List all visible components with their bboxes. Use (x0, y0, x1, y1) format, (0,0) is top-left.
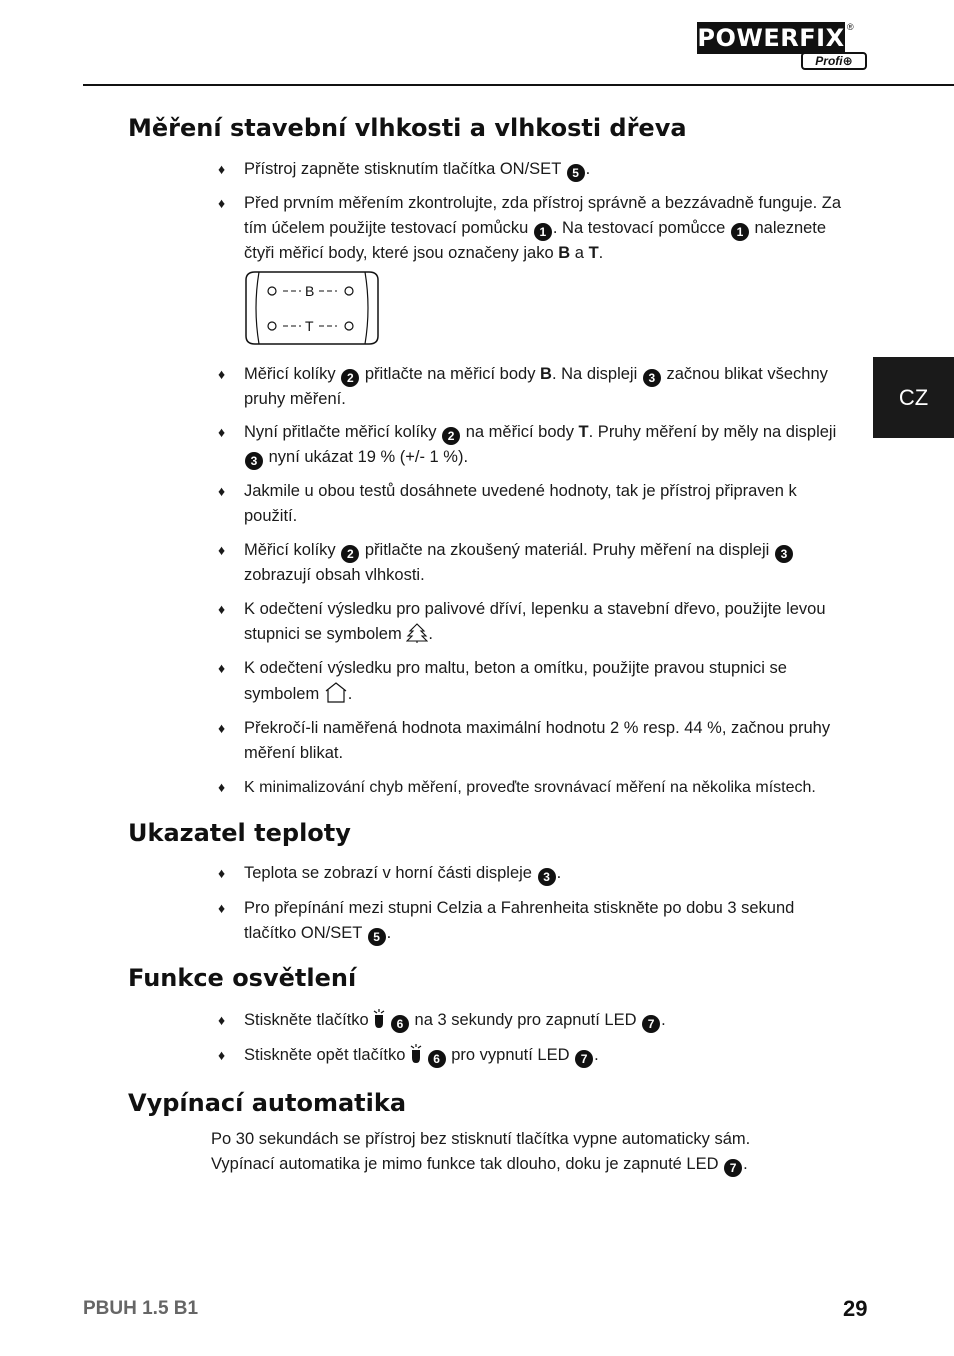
ref-number: 3 (245, 452, 263, 470)
list-item: ♦ Teplota se zobrazí v horní části displeje 3 . (218, 861, 843, 886)
flashlight-icon (373, 1009, 385, 1029)
bullet-diamond: ♦ (218, 1012, 226, 1028)
section-title-lighting: Funkce osvětlení (128, 964, 357, 992)
house-icon (324, 681, 348, 703)
bullet-diamond: ♦ (218, 542, 226, 558)
logo-registered-mark: ® (847, 22, 854, 32)
ref-number: 7 (575, 1050, 593, 1068)
list-item: ♦ Přístroj zapněte stisknutím tlačítka ON/SET 5 . (218, 157, 843, 182)
bullet-diamond: ♦ (218, 195, 226, 211)
test-aid-label-b: B (305, 283, 315, 299)
logo-wordmark: POWERFIX (697, 24, 845, 52)
ref-number: 6 (428, 1050, 446, 1068)
bullet-diamond: ♦ (218, 483, 226, 499)
footer-model-number: PBUH 1.5 B1 (83, 1298, 199, 1319)
ref-number: 5 (567, 164, 585, 182)
test-aid-diagram (243, 270, 381, 346)
list-item: ♦ K odečtení výsledku pro palivové dříví, lepenku a stavební dřevo, použijte levou stupnici se symbolem . (218, 597, 843, 647)
bullet-diamond: ♦ (218, 161, 226, 177)
ref-number: 2 (341, 369, 359, 387)
bullet-diamond: ♦ (218, 720, 226, 736)
tree-icon (406, 623, 428, 643)
ref-number: 1 (534, 223, 552, 241)
flashlight-icon (410, 1044, 422, 1064)
list-item: ♦ Jakmile u obou testů dosáhnete uvedené hodnoty, tak je přístroj připraven k použití. (218, 479, 843, 529)
logo-profi-badge: Profi⊕ (801, 52, 867, 70)
test-aid-label-t: T (305, 318, 314, 334)
bullet-diamond: ♦ (218, 424, 226, 440)
ref-number: 5 (368, 928, 386, 946)
list-item: ♦ Překročí-li naměřená hodnota maximální hodnotu 2 % resp. 44 %, začnou pruhy měření blikat. (218, 716, 843, 766)
list-item: ♦ Nyní přitlačte měřicí kolíky 2 na měřicí body T. Pruhy měření by měly na displeji 3 nyní ukázat 19 % (+/- 1 %). (218, 420, 843, 470)
list-item: ♦ Stiskněte opět tlačítko 6 pro vypnutí LED 7 . (218, 1043, 843, 1068)
ref-number: 1 (731, 223, 749, 241)
ref-number: 7 (642, 1015, 660, 1033)
ref-number: 6 (391, 1015, 409, 1033)
header-rule (83, 84, 954, 86)
bullet-diamond: ♦ (218, 366, 226, 382)
powerfix-logo (697, 22, 869, 72)
list-item: ♦ K odečtení výsledku pro maltu, beton a omítku, použijte pravou stupnici se symbolem . (218, 656, 843, 707)
bullet-diamond: ♦ (218, 601, 226, 617)
list-item: ♦ Pro přepínání mezi stupni Celzia a Fahrenheita stiskněte po dobu 3 sekund tlačítko ON/SET 5 . (218, 896, 843, 946)
bullet-diamond: ♦ (218, 779, 226, 795)
ref-number: 2 (341, 545, 359, 563)
list-item: ♦ Před prvním měřením zkontrolujte, zda přístroj správně a bezzávadně funguje. Za tím účelem použijte testovací pomůcku 1 . Na testovací pomůcce 1 naleznete čtyři měřicí body, které jsou označeny jako B a T. (218, 191, 843, 266)
ref-number: 7 (724, 1159, 742, 1177)
section-title-auto-off: Vypínací automatika (128, 1089, 407, 1117)
bullet-diamond: ♦ (218, 900, 226, 916)
ref-number: 3 (775, 545, 793, 563)
bullet-diamond: ♦ (218, 660, 226, 676)
paragraph: Po 30 sekundách se přístroj bez stisknutí tlačítka vypne automaticky sám. Vypínací automatika je mimo funkce tak dlouho, doku je zapnuté LED 7 . (211, 1130, 751, 1175)
ref-number: 2 (442, 427, 460, 445)
section-title-moisture: Měření stavební vlhkosti a vlhkosti dřeva (128, 114, 687, 142)
section-title-temperature: Ukazatel teploty (128, 819, 351, 847)
page-number: 29 (843, 1296, 868, 1321)
ref-number: 3 (643, 369, 661, 387)
list-item: ♦ Stiskněte tlačítko 6 na 3 sekundy pro zapnutí LED 7 . (218, 1008, 843, 1033)
bullet-diamond: ♦ (218, 1047, 226, 1063)
bullet-diamond: ♦ (218, 865, 226, 881)
list-item: ♦ Měřicí kolíky 2 přitlačte na měřicí body B. Na displeji 3 začnou blikat všechny pruhy měření. (218, 362, 843, 412)
list-item: ♦ K minimalizování chyb měření, proveďte srovnávací měření na několika místech. (218, 775, 858, 800)
language-tab: CZ (873, 357, 954, 438)
ref-number: 3 (538, 868, 556, 886)
list-item: ♦ Měřicí kolíky 2 přitlačte na zkoušený materiál. Pruhy měření na displeji 3 zobrazují obsah vlhkosti. (218, 538, 843, 588)
